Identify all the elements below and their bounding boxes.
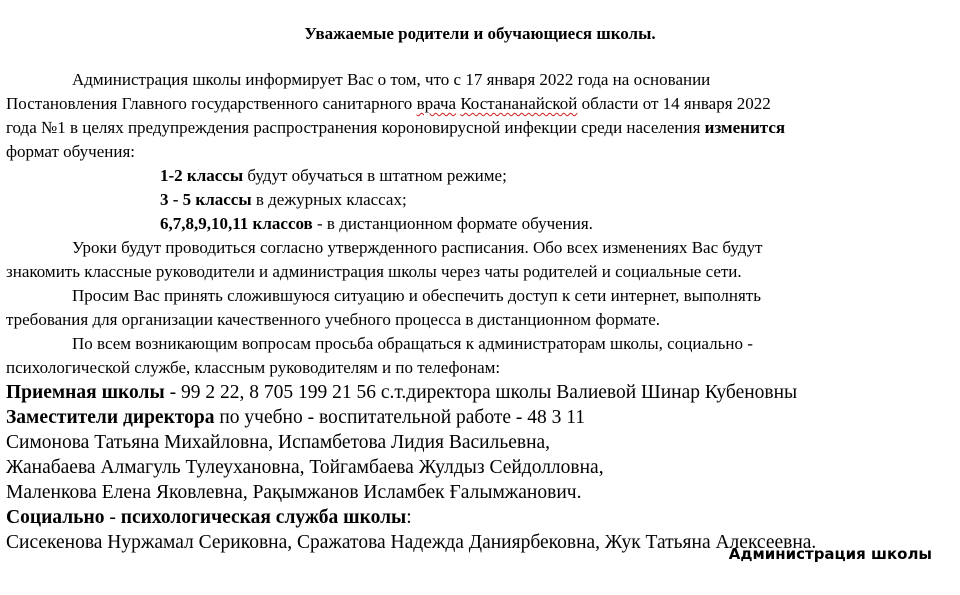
- request-line-1: Просим Вас принять сложившуюся ситуацию и обеспечить доступ к сети интернет, выполнять: [72, 286, 761, 305]
- deputies-names-1: Симонова Татьяна Михайловна, Испамбетова Лидия Васильевна,: [6, 432, 551, 453]
- deputies-heading: Заместители директора по учебно - воспитательной работе - 48 3 11: [6, 407, 586, 428]
- reception-contact: Приемная школы - 99 2 22, 8 705 199 21 56 с.т.директора школы Валиевой Шинар Кубеновны: [6, 382, 798, 403]
- social-service-names: Сисекенова Нуржамал Сериковна, Сражатова Надежда Даниярбековна, Жук Татьяна Алексеевна.: [6, 532, 817, 553]
- spellcheck-word: Костананайской: [460, 94, 578, 113]
- grade-item: 1-2 классы будут обучаться в штатном режиме;: [160, 166, 507, 185]
- questions-line-1: По всем возникающим вопросам просьба обращаться к администраторам школы, социально -: [72, 334, 753, 353]
- deputies-names-3: Маленкова Елена Яковлевна, Рақымжанов Исламбек Ғалымжанович.: [6, 482, 582, 503]
- grade-item: 3 - 5 классы в дежурных классах;: [160, 190, 407, 209]
- questions-line-2: психологической службе, классным руководителям и по телефонам:: [6, 358, 501, 377]
- grade-item: 6,7,8,9,10,11 классов - в дистанционном формате обучения.: [160, 214, 593, 233]
- lessons-line-2: знакомить классные руководители и администрация школы через чаты родителей и социальные сети.: [6, 262, 742, 281]
- signature: Администрация школы: [728, 545, 932, 563]
- spellcheck-word: врача: [416, 94, 457, 113]
- intro-line-2: Постановления Главного государственного санитарного врача Костананайской области от 14 января 2022: [6, 94, 771, 113]
- social-service-heading: Социально - психологическая служба школы:: [6, 507, 412, 528]
- intro-line-4: формат обучения:: [6, 142, 136, 161]
- lessons-line-1: Уроки будут проводиться согласно утвержденного расписания. Обо всех изменениях Вас будут: [72, 238, 763, 257]
- intro-line-3: года №1 в целях предупреждения распространения короновирусной инфекции среди населения изменится: [6, 118, 786, 137]
- request-line-2: требования для организации качественного учебного процесса в дистанционном формате.: [6, 310, 661, 329]
- document-title: Уважаемые родители и обучающиеся школы.: [304, 24, 656, 43]
- emphasis-change: изменится: [704, 118, 786, 137]
- deputies-names-2: Жанабаева Алмагуль Тулеухановна, Тойгамбаева Жулдыз Сейдолловна,: [6, 457, 604, 478]
- intro-line-1: Администрация школы информирует Вас о том, что с 17 января 2022 года на основании: [72, 70, 711, 89]
